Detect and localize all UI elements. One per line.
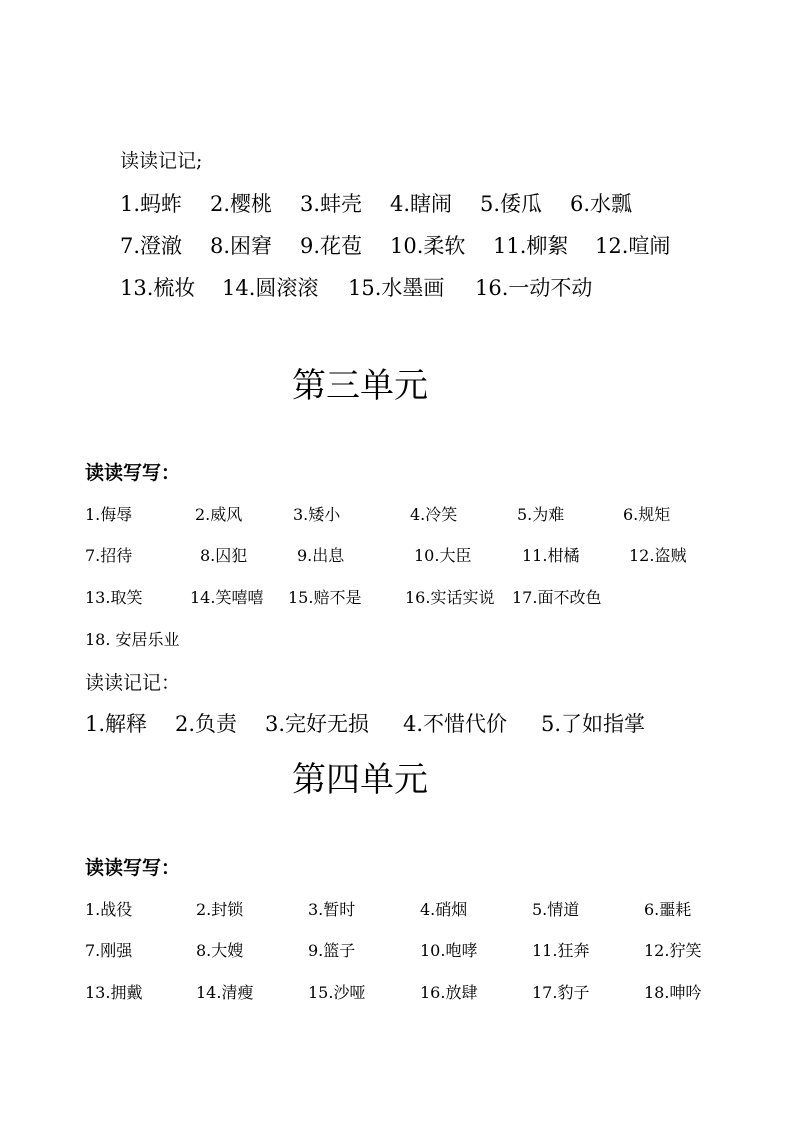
word-item: 4.不惜代价 bbox=[403, 712, 508, 736]
word-item: 14.清瘦 bbox=[196, 983, 254, 1002]
word-item: 4.硝烟 bbox=[420, 900, 468, 919]
word-item: 9.出息 bbox=[297, 546, 345, 565]
word-item: 11.狂奔 bbox=[532, 941, 590, 960]
word-item: 18.呻吟 bbox=[644, 983, 702, 1002]
word-item: 8.困窘 bbox=[210, 234, 273, 258]
word-item: 7.招待 bbox=[85, 546, 133, 565]
word-item: 16.实话实说 bbox=[405, 588, 495, 607]
word-item: 3.矮小 bbox=[293, 505, 341, 524]
word-item: 12.狞笑 bbox=[644, 941, 702, 960]
section-a-heading: 读读记记; bbox=[120, 150, 203, 172]
word-item: 3.暂时 bbox=[308, 900, 356, 919]
word-item: 15.沙哑 bbox=[308, 983, 366, 1002]
unit-3-write-heading: 读读写写： bbox=[85, 462, 181, 484]
word-item: 5.倭瓜 bbox=[480, 192, 543, 216]
word-item: 5.情道 bbox=[532, 900, 580, 919]
word-item: 7.刚强 bbox=[85, 941, 133, 960]
unit-4-write-heading: 读读写写： bbox=[85, 857, 181, 879]
unit-3-title: 第三单元 bbox=[292, 366, 428, 406]
word-item: 14.笑嘻嘻 bbox=[190, 588, 264, 607]
word-item: 10.柔软 bbox=[390, 234, 466, 258]
word-item: 8.囚犯 bbox=[200, 546, 248, 565]
word-item: 6.噩耗 bbox=[644, 900, 692, 919]
word-item: 12.喧闹 bbox=[595, 234, 671, 258]
word-item: 9.篮子 bbox=[308, 941, 356, 960]
unit-3-remember-heading: 读读记记： bbox=[85, 672, 181, 694]
word-item: 18. 安居乐业 bbox=[85, 630, 180, 649]
word-item: 15.赔不是 bbox=[288, 588, 362, 607]
word-item: 10.咆哮 bbox=[420, 941, 478, 960]
word-item: 2.封锁 bbox=[196, 900, 244, 919]
word-item: 15.水墨画 bbox=[348, 276, 445, 300]
word-item: 6.水瓢 bbox=[570, 192, 633, 216]
word-item: 14.圆滚滚 bbox=[222, 276, 319, 300]
word-item: 16.一动不动 bbox=[475, 276, 593, 300]
word-item: 5.了如指掌 bbox=[541, 712, 646, 736]
word-item: 4.瞎闹 bbox=[390, 192, 453, 216]
word-item: 2.樱桃 bbox=[210, 192, 273, 216]
word-item: 17.豹子 bbox=[532, 983, 590, 1002]
word-item: 13.拥戴 bbox=[85, 983, 143, 1002]
word-item: 2.威风 bbox=[195, 505, 243, 524]
word-item: 9.花苞 bbox=[300, 234, 363, 258]
word-item: 8.大嫂 bbox=[196, 941, 244, 960]
word-item: 16.放肆 bbox=[420, 983, 478, 1002]
word-item: 12.盗贼 bbox=[629, 546, 687, 565]
word-item: 1.解释 bbox=[85, 712, 148, 736]
word-item: 10.大臣 bbox=[414, 546, 472, 565]
word-item: 5.为难 bbox=[517, 505, 565, 524]
word-item: 2.负责 bbox=[175, 712, 238, 736]
word-item: 13.梳妆 bbox=[120, 276, 196, 300]
word-item: 7.澄澈 bbox=[120, 234, 183, 258]
word-item: 3.完好无损 bbox=[265, 712, 370, 736]
word-item: 1.战役 bbox=[85, 900, 133, 919]
word-item: 1.侮辱 bbox=[85, 505, 133, 524]
word-item: 17.面不改色 bbox=[512, 588, 602, 607]
word-item: 11.柳絮 bbox=[493, 234, 569, 258]
word-item: 1.蚂蚱 bbox=[120, 192, 183, 216]
word-item: 11.柑橘 bbox=[522, 546, 580, 565]
unit-4-title: 第四单元 bbox=[292, 760, 428, 800]
word-item: 13.取笑 bbox=[85, 588, 143, 607]
word-item: 4.冷笑 bbox=[410, 505, 458, 524]
word-item: 3.蚌壳 bbox=[300, 192, 363, 216]
word-item: 6.规矩 bbox=[623, 505, 671, 524]
